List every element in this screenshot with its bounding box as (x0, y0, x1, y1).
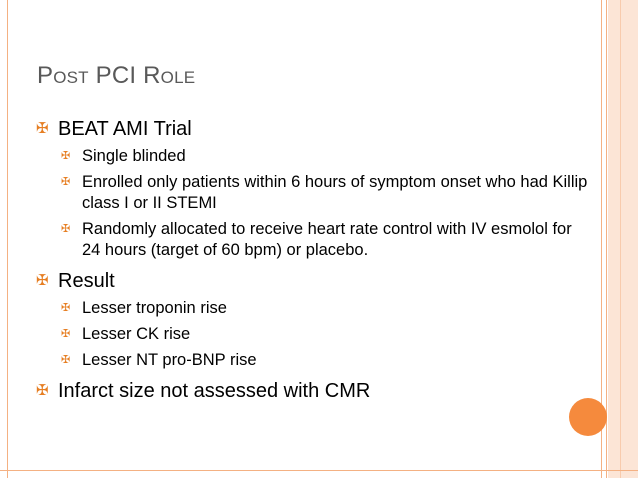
sub-bullet: ✠ Lesser NT pro-BNP rise (61, 351, 257, 369)
title-word-3: ROLE (143, 62, 196, 89)
right-band-edge-line (620, 0, 621, 478)
sub-bullet-icon: ✠ (61, 150, 71, 162)
bullet-icon: ✠ (36, 120, 49, 137)
sub-bullet-icon: ✠ (61, 176, 71, 188)
sub-bullet-icon: ✠ (61, 223, 71, 235)
sub-bullet: ✠ Lesser troponin rise (61, 299, 227, 317)
sub-bullet: ✠ Randomly allocated to receive heart rate control with IV esmolol for 24 hours (target of 60 bpm) or placebo. (61, 220, 572, 259)
bullet-icon: ✠ (36, 382, 49, 399)
sub-bullet: ✠ Lesser CK rise (61, 325, 191, 343)
sub-bullet-icon: ✠ (61, 354, 71, 366)
title-word-1: POST (37, 62, 89, 89)
title-word-2: PCI (95, 62, 137, 89)
slide-title (37, 62, 195, 90)
sub-bullet: ✠ Single blinded (61, 147, 186, 165)
bullet-list (36, 117, 591, 403)
bullet-icon: ✠ (36, 272, 49, 289)
sub-bullet-icon: ✠ (61, 302, 71, 314)
decorative-orange-circle (569, 398, 607, 436)
bullet-result: ✠ Result (36, 270, 115, 292)
bottom-frame-line (0, 470, 638, 471)
bullet-infarct-size: ✠ Infarct size not assessed with CMR (36, 380, 371, 402)
left-frame-line (7, 0, 8, 478)
bullet-beat-ami-trial: ✠ BEAT AMI Trial (36, 118, 192, 140)
right-frame-line-inner (606, 0, 607, 478)
sub-bullet-icon: ✠ (61, 328, 71, 340)
right-decorative-band (608, 0, 638, 478)
sub-bullet: ✠ Enrolled only patients within 6 hours of symptom onset who had Killip class I or II STEMI (61, 173, 588, 212)
